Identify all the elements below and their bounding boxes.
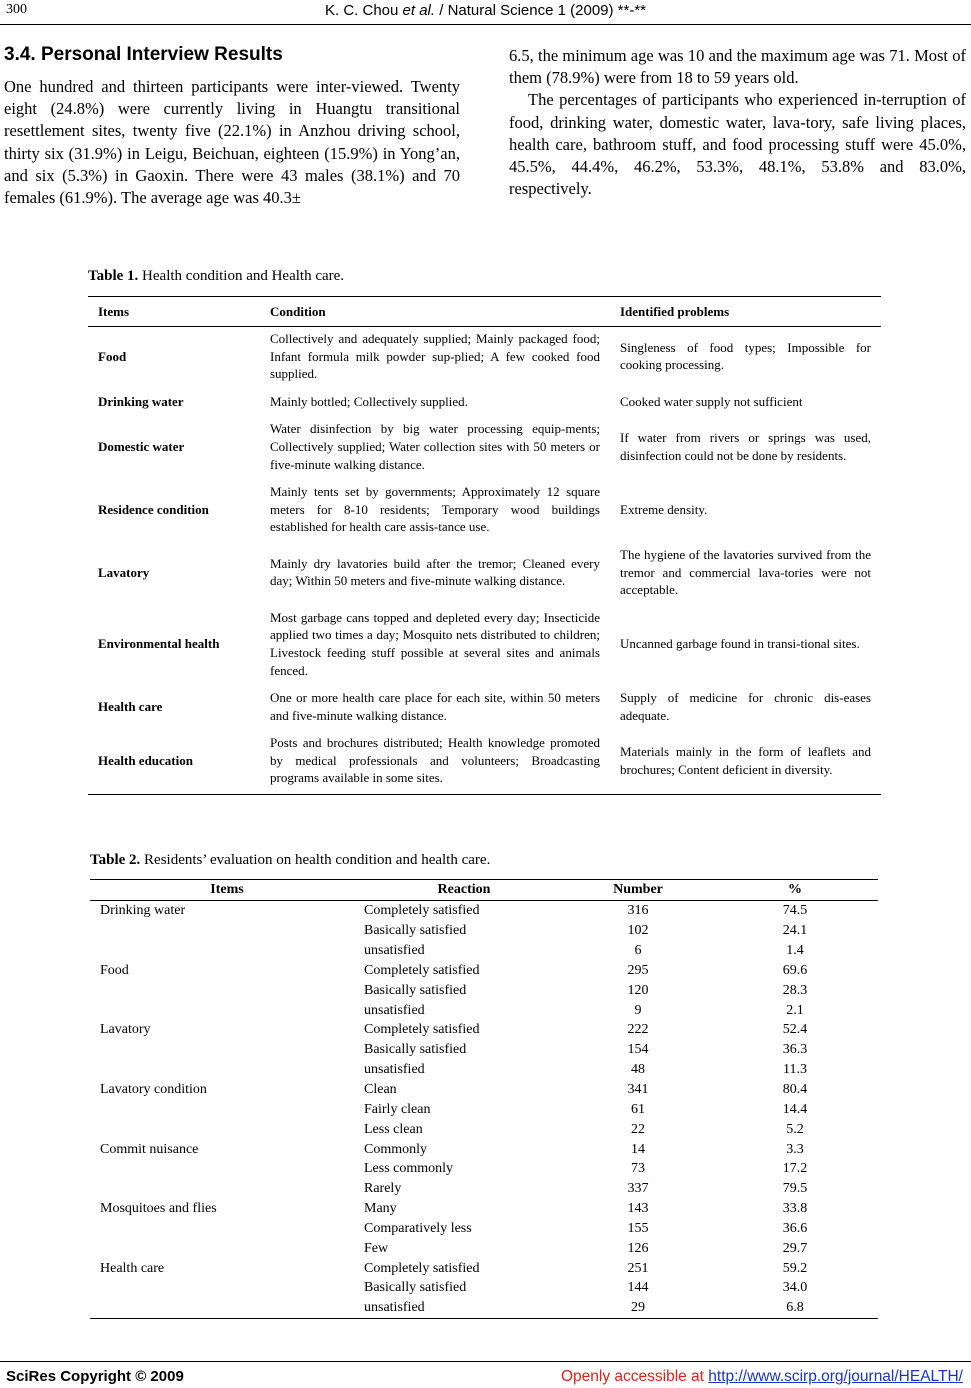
table2-number-cell: 73 <box>631 1161 645 1177</box>
footer-rule <box>0 1361 971 1362</box>
table2-percent-cell: 59.2 <box>782 1260 808 1276</box>
table2-number-cell: 143 <box>627 1201 649 1217</box>
header-journal: / Natural Science 1 (2009) **-** <box>439 2 647 19</box>
table2-row <box>90 1238 878 1258</box>
table1-header-row <box>88 297 881 327</box>
table2-number-cell: 222 <box>627 1022 649 1038</box>
table2-header-percent: % <box>712 880 878 901</box>
table2-row <box>90 1099 878 1119</box>
table2-row <box>90 1159 878 1179</box>
table2-percent-cell: 14.4 <box>782 1101 808 1117</box>
table2-reaction-cell: Completely satisfied <box>364 1022 480 1038</box>
table2-percent-cell: 29.7 <box>782 1240 808 1256</box>
table2-reaction-cell: unsatisfied <box>364 1298 564 1318</box>
table1-item-cell: Lavatory <box>98 564 150 580</box>
table1-problem-cell: Uncanned garbage found in transi-tional sites. <box>620 636 860 652</box>
table2-header-items: Items <box>90 880 364 901</box>
table1-item-cell: Food <box>98 348 127 364</box>
table1-item-cell: Residence condition <box>98 501 209 517</box>
table2-header-number: Number <box>564 880 712 901</box>
table1-problem-cell: The hygiene of the lavatories survived from the tremor and commercial lava-tories were not acceptable. <box>620 546 871 598</box>
table1-header-problems: Identified problems <box>610 297 881 327</box>
table1-problem-cell: If water from rivers or springs was used, disinfection could not be done by residents. <box>620 430 871 463</box>
table1-condition-cell: Mainly dry lavatories build after the tremor; Cleaned every day; Within 50 meters and five-minute walking distance. <box>270 555 600 589</box>
table1-row <box>88 390 881 418</box>
table2-caption-text: Residents’ evaluation on health condition and health care. <box>140 852 491 868</box>
table2-item-cell <box>90 921 364 941</box>
table2-row <box>90 1298 878 1318</box>
right-paragraph-2: The percentages of participants who experienced in-terruption of food, drinking water, domestic water, lava-tory, safe living places, health care, bathroom stuff, and food processing stuff were 45.0%, 45.5%, 44.4%, 46.2%, 53.3%, 48.1%, 53.8% and 83.0%, respectively. <box>509 90 966 199</box>
table2-item-cell: Lavatory <box>100 1022 151 1038</box>
table1-item-cell: Environmental health <box>98 636 220 652</box>
table2-row <box>90 1179 878 1199</box>
table2-item-cell: Drinking water <box>100 903 186 919</box>
table2-reaction-cell: unsatisfied <box>364 1002 425 1018</box>
table2-row <box>90 980 878 1000</box>
table2-row <box>90 1219 878 1239</box>
table2-header-row <box>90 880 878 901</box>
table2-percent-cell: 1.4 <box>786 943 804 959</box>
table2-reaction-cell: Basically satisfied <box>364 1280 467 1296</box>
table2-number-cell: 29 <box>564 1298 712 1318</box>
table2-item-cell <box>90 1040 364 1060</box>
table2-percent-cell: 28.3 <box>782 982 808 998</box>
table2-row <box>90 1199 878 1219</box>
table2-item-cell <box>90 1119 364 1139</box>
table1-row <box>88 327 881 390</box>
table2-row <box>90 1278 878 1298</box>
table2-reaction-cell: Basically satisfied <box>364 982 467 998</box>
table2-percent-cell: 34.0 <box>782 1280 808 1296</box>
table1-caption-text: Health condition and Health care. <box>138 268 345 284</box>
table1-caption-label: Table 1. <box>88 268 139 284</box>
table1-condition-cell: Collectively and adequately supplied; Mainly packaged food; Infant formula milk powder sup-plied; A few cooked food supplied. <box>270 331 600 382</box>
table2-percent-cell: 17.2 <box>782 1161 808 1177</box>
table2-item-cell: Food <box>100 962 129 978</box>
table2-reaction-cell: Clean <box>364 1082 397 1098</box>
right-column <box>509 45 966 200</box>
table1-row <box>88 543 881 606</box>
table2-number-cell: 48 <box>631 1062 645 1078</box>
table2-item-cell <box>90 1060 364 1080</box>
table2-row <box>90 1000 878 1020</box>
table2-row <box>90 1119 878 1139</box>
table2-reaction-cell: Fairly clean <box>364 1101 431 1117</box>
table2-number-cell: 341 <box>627 1082 649 1098</box>
table2-percent-cell: 36.6 <box>782 1220 808 1236</box>
table1-problem-cell: Supply of medicine for chronic dis-eases adequate. <box>620 690 871 723</box>
table2-number-cell: 120 <box>627 982 649 998</box>
table2-number-cell: 155 <box>627 1220 649 1236</box>
table2-percent-cell: 36.3 <box>782 1042 808 1058</box>
table2-item-cell <box>90 1179 364 1199</box>
table1-header-items: Items <box>88 297 260 327</box>
table1-header-condition: Condition <box>260 297 610 327</box>
table1-item-cell: Drinking water <box>98 393 184 409</box>
table2-item-cell <box>90 1298 364 1318</box>
table1-condition-cell: Mainly bottled; Collectively supplied. <box>270 393 468 409</box>
header-rule <box>0 24 971 25</box>
table1-problem-cell: Materials mainly in the form of leaflets and brochures; Content deficient in diversity. <box>610 731 881 794</box>
table2-reaction-cell: Basically satisfied <box>364 1042 467 1058</box>
table2-percent-cell: 52.4 <box>782 1022 808 1038</box>
table2-percent-cell: 11.3 <box>783 1062 807 1078</box>
table1-row <box>88 480 881 543</box>
table2-number-cell: 316 <box>627 903 649 919</box>
table1-caption <box>88 268 344 285</box>
table1-row <box>88 731 881 794</box>
page-number: 300 <box>6 2 27 17</box>
table1-condition-cell: Posts and brochures distributed; Health knowledge promoted by medical professionals and volunteers; Broadcasting programs available in some sites. <box>260 731 610 794</box>
table1-condition-cell: Most garbage cans topped and depleted every day; Insecticide applied two times a day; Mosquito nets distributed to children; Livestock feeding stuff possible at several sites and animals fenced. <box>270 609 600 678</box>
table2-item-cell: Commit nuisance <box>100 1141 199 1157</box>
footer-copyright: SciRes Copyright © 2009 <box>6 1368 184 1385</box>
table1-condition-cell: One or more health care place for each site, within 50 meters and five-minute walking distance. <box>270 690 600 723</box>
table2-percent-cell: 80.4 <box>782 1082 808 1098</box>
table2-reaction-cell: Few <box>364 1240 389 1256</box>
table2-reaction-cell: Comparatively less <box>364 1220 472 1236</box>
table2-item-cell: Lavatory condition <box>100 1082 207 1098</box>
table2-percent-cell: 69.6 <box>782 962 808 978</box>
table2-row <box>90 941 878 961</box>
table2-percent-cell: 79.5 <box>782 1181 808 1197</box>
table2-reaction-cell: Completely satisfied <box>364 1260 480 1276</box>
header-authors: K. C. Chou <box>324 2 399 19</box>
table2-reaction-cell: Less commonly <box>364 1161 454 1177</box>
footer-access-text: Openly accessible at <box>560 1368 709 1385</box>
table2-reaction-cell: Many <box>364 1201 397 1217</box>
table2-number-cell: 251 <box>627 1260 649 1276</box>
table2-item-cell: Health care <box>100 1260 165 1276</box>
table1-item-cell: Domestic water <box>98 438 185 454</box>
table1-problem-cell: Singleness of food types; Impossible for cooking processing. <box>620 339 871 373</box>
table2-item-cell <box>90 941 364 961</box>
table2-number-cell: 102 <box>627 923 649 939</box>
table2-number-cell: 14 <box>631 1141 645 1157</box>
table2-number-cell: 126 <box>627 1240 649 1256</box>
table2-percent-cell: 5.2 <box>786 1121 804 1137</box>
table2-percent-cell: 3.3 <box>786 1141 804 1157</box>
table2-percent-cell: 74.5 <box>782 903 808 919</box>
table1-problem-cell: Cooked water supply not sufficient <box>620 393 803 409</box>
table1-condition-cell: Water disinfection by big water processing equip-ments; Collectively supplied; Water collection sites with 50 meters or five-minute walking distance. <box>270 421 600 472</box>
table2-row <box>90 1258 878 1278</box>
table2-row <box>90 921 878 941</box>
table1-problem-cell: Extreme density. <box>620 501 708 517</box>
running-header <box>0 2 971 19</box>
table2-row <box>90 1020 878 1040</box>
table2-item-cell <box>90 1159 364 1179</box>
table2-number-cell: 6 <box>634 943 642 959</box>
table1-item-cell: Health care <box>98 698 163 714</box>
table2-item-cell <box>90 1278 364 1298</box>
section-title: 3.4. Personal Interview Results <box>4 44 283 65</box>
table2-number-cell: 22 <box>631 1121 645 1137</box>
table2-item-cell <box>90 1099 364 1119</box>
table2-item-cell <box>90 1219 364 1239</box>
table2-caption-label: Table 2. <box>90 852 141 868</box>
table2-reaction-cell: Less clean <box>364 1121 423 1137</box>
table1-row <box>88 606 881 686</box>
table2-item-cell <box>90 980 364 1000</box>
table2-reaction-cell: Rarely <box>364 1181 402 1197</box>
table2-number-cell: 61 <box>631 1101 645 1117</box>
table2-item-cell: Mosquitoes and flies <box>100 1201 217 1217</box>
table2 <box>90 879 878 1319</box>
table2-reaction-cell: unsatisfied <box>364 1062 425 1078</box>
table2-row <box>90 1139 878 1159</box>
table2-header-reaction: Reaction <box>364 880 564 901</box>
table2-row <box>90 1040 878 1060</box>
table2-row <box>90 901 878 921</box>
table2-percent-cell: 6.8 <box>712 1298 878 1318</box>
table2-item-cell <box>90 1000 364 1020</box>
table2-number-cell: 295 <box>627 962 649 978</box>
table2-row <box>90 1080 878 1100</box>
table2-number-cell: 154 <box>627 1042 649 1058</box>
table1-row <box>88 686 881 731</box>
table1 <box>88 296 881 795</box>
table2-number-cell: 337 <box>627 1181 649 1197</box>
table2-percent-cell: 33.8 <box>782 1201 808 1217</box>
table1-item-cell: Health education <box>88 731 260 794</box>
table2-row <box>90 961 878 981</box>
table2-percent-cell: 2.1 <box>786 1002 804 1018</box>
table2-percent-cell: 24.1 <box>782 923 808 939</box>
left-column <box>4 76 460 209</box>
footer-access <box>561 1368 963 1386</box>
table2-reaction-cell: Commonly <box>364 1141 428 1157</box>
table2-reaction-cell: unsatisfied <box>364 943 425 959</box>
table2-caption <box>90 852 490 869</box>
journal-link[interactable]: http://www.scirp.org/journal/HEALTH/ <box>708 1368 963 1385</box>
header-etal: et al. <box>402 2 436 19</box>
table2-number-cell: 144 <box>627 1280 649 1296</box>
table1-row <box>88 417 881 480</box>
table2-item-cell <box>90 1238 364 1258</box>
table2-reaction-cell: Completely satisfied <box>364 962 480 978</box>
table1-condition-cell: Mainly tents set by governments; Approximately 12 square meters for 8-10 residents; Temporary wood buildings established for health care assis-tance use. <box>270 484 600 535</box>
table2-reaction-cell: Completely satisfied <box>364 903 480 919</box>
table2-number-cell: 9 <box>634 1002 642 1018</box>
left-paragraph: One hundred and thirteen participants were inter-viewed. Twenty eight (24.8%) were currently living in Huangtu transitional resettlement sites, twenty five (22.1%) in Anzhou driving school, thirty six (31.9%) in Leigu, Beichuan, eighteen (15.9%) in Yong’an, and six (5.3%) in Gaoxin. There were 43 males (38.1%) and 70 females (61.9%). The average age was 40.3± <box>4 77 460 208</box>
right-paragraph-1: 6.5, the minimum age was 10 and the maximum age was 71. Most of them (78.9%) were from 18 to 59 years old. <box>509 46 966 88</box>
table2-row <box>90 1060 878 1080</box>
table2-reaction-cell: Basically satisfied <box>364 923 467 939</box>
